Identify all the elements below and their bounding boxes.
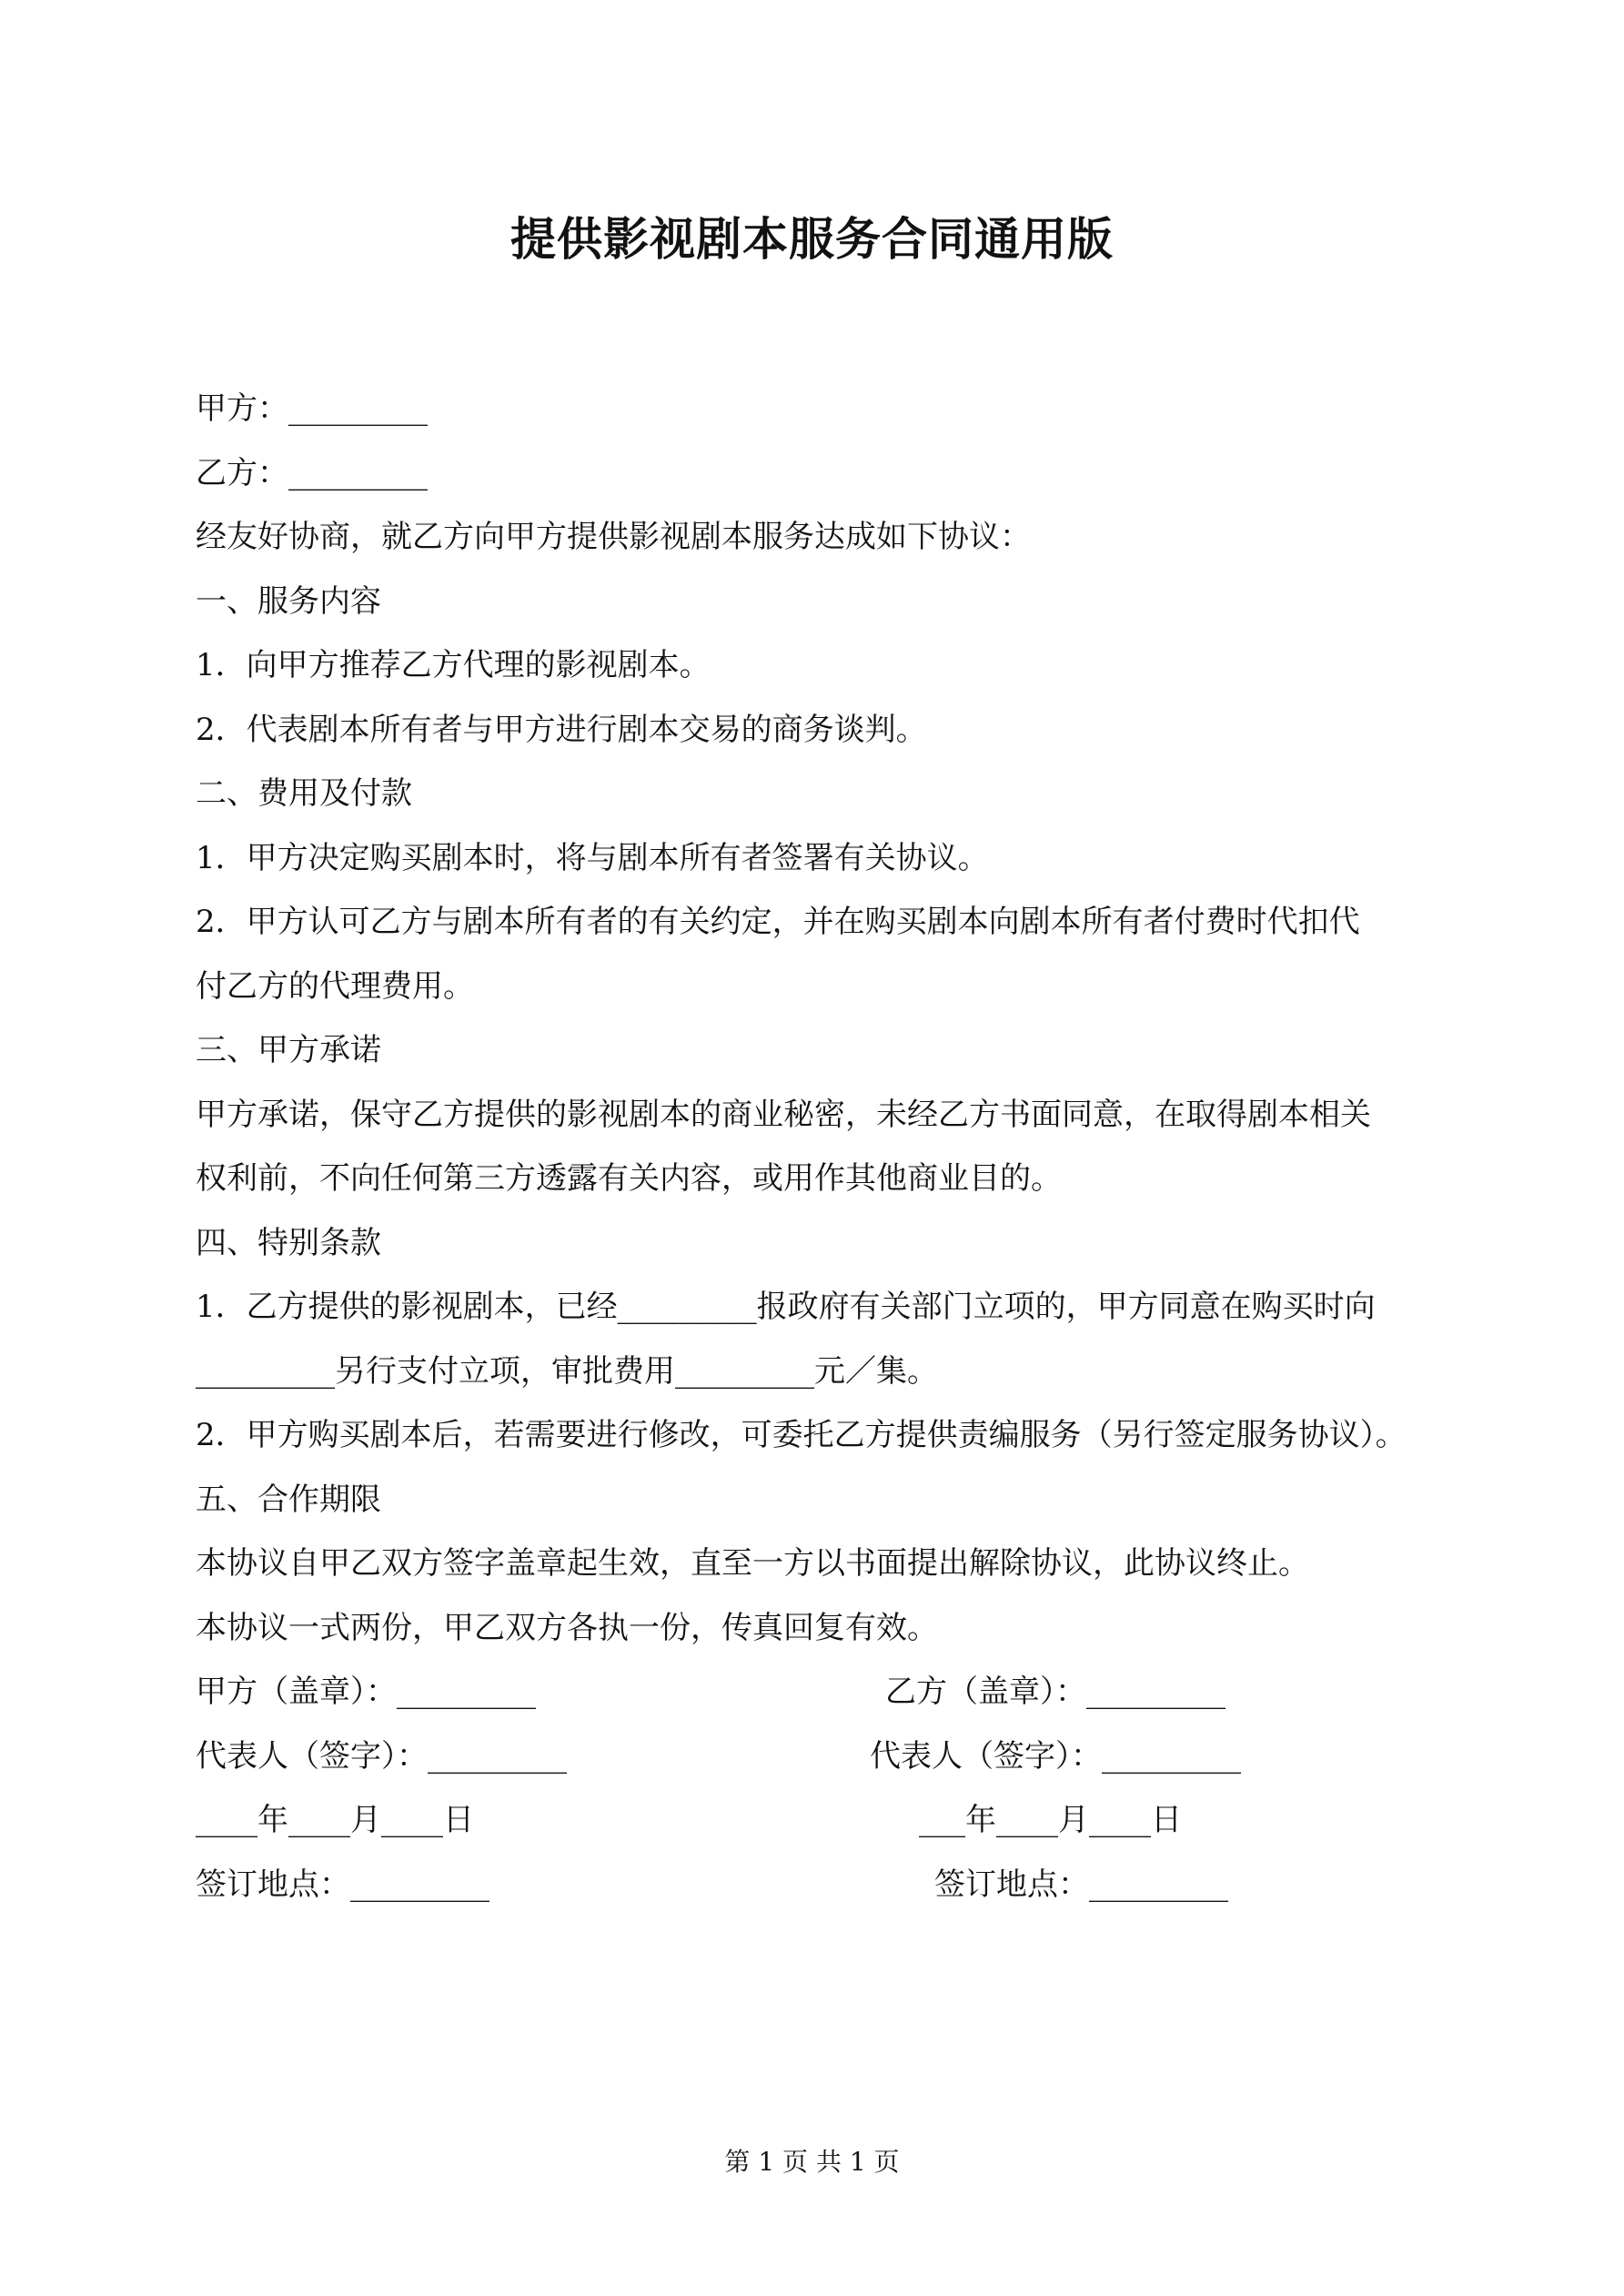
clause-4-1-line-2: _________另行支付立项，审批费用_________元／集。 xyxy=(196,1352,938,1390)
section-heading-2: 二、费用及付款 xyxy=(196,775,412,812)
document-title: 提供影视剧本服务合同通用版 xyxy=(510,212,1114,266)
party-b-line: 乙方：_________ xyxy=(196,454,428,491)
party-a-date-field: ____年____月____日 xyxy=(196,1802,474,1838)
clause-5-2: 本协议一式两份，甲乙双方各执一份，传真回复有效。 xyxy=(196,1609,938,1646)
party-b-representative-field: 代表人（签字）：_________ xyxy=(870,1737,1241,1775)
clause-3-line-1: 甲方承诺，保守乙方提供的影视剧本的商业秘密，未经乙方书面同意，在取得剧本相关 xyxy=(196,1096,1371,1133)
party-b-place-field: 签订地点：_________ xyxy=(934,1866,1228,1903)
clause-2-2-line-2: 付乙方的代理费用。 xyxy=(196,967,474,1005)
section-heading-1: 一、服务内容 xyxy=(196,582,381,620)
clause-4-1-line-1: 1．乙方提供的影视剧本，已经_________报政府有关部门立项的，甲方同意在购买时向 xyxy=(196,1289,1376,1325)
intro-paragraph: 经友好协商，就乙方向甲方提供影视剧本服务达成如下协议： xyxy=(196,519,1031,555)
party-a-place-field: 签订地点：_________ xyxy=(196,1866,489,1903)
section-heading-3: 三、甲方承诺 xyxy=(196,1032,381,1068)
section-heading-4: 四、特别条款 xyxy=(196,1224,381,1261)
clause-1-2: 2．代表剧本所有者与甲方进行剧本交易的商务谈判。 xyxy=(196,711,927,748)
signature-row-seal xyxy=(196,1660,1451,1725)
clause-1-1: 1．向甲方推荐乙方代理的影视剧本。 xyxy=(196,647,711,683)
clause-3-line-2: 权利前，不向任何第三方透露有关内容，或用作其他商业目的。 xyxy=(196,1160,1062,1197)
clause-2-1: 1．甲方决定购买剧本时，将与剧本所有者签署有关协议。 xyxy=(196,839,989,876)
party-a-representative-field: 代表人（签字）：_________ xyxy=(196,1737,567,1775)
signature-row-representative xyxy=(196,1725,1451,1789)
signature-row-date xyxy=(196,1788,1451,1853)
clause-4-2: 2．甲方购买剧本后，若需要进行修改，可委托乙方提供责编服务（另行签定服务协议）。 xyxy=(196,1417,1407,1453)
party-b-date-field: ___年____月____日 xyxy=(919,1802,1182,1838)
section-heading-5: 五、合作期限 xyxy=(196,1481,381,1518)
party-b-seal-field: 乙方（盖章）：_________ xyxy=(885,1674,1226,1710)
clause-2-2-line-1: 2．甲方认可乙方与剧本所有者的有关约定，并在购买剧本向剧本所有者付费时代扣代 xyxy=(196,904,1360,940)
party-a-seal-field: 甲方（盖章）：_________ xyxy=(196,1674,536,1710)
clause-5-1: 本协议自甲乙双方签字盖章起生效，直至一方以书面提出解除协议，此协议终止。 xyxy=(196,1545,1309,1582)
document-body xyxy=(196,377,1451,1917)
signature-row-place xyxy=(196,1853,1451,1917)
page-footer: 第 1 页 共 1 页 xyxy=(724,2147,900,2177)
party-a-line: 甲方：_________ xyxy=(196,390,428,427)
